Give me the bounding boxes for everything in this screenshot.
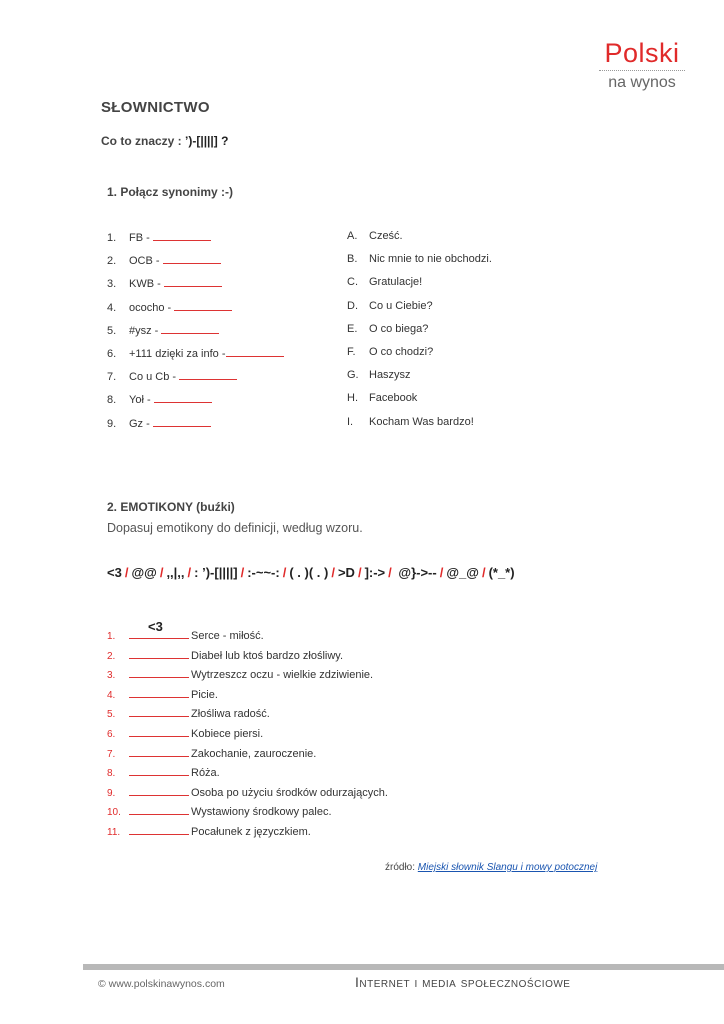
answer-blank[interactable] xyxy=(164,276,222,287)
answer-list xyxy=(347,230,492,439)
answer-text: Cześć. xyxy=(369,230,403,242)
emoticon-blank[interactable] xyxy=(129,804,189,815)
section1-title: 1. Połącz synonimy :-) xyxy=(107,185,234,199)
synonym-item xyxy=(107,346,284,369)
synonym-text: Yoł - xyxy=(129,394,154,407)
synonym-number: 9. xyxy=(107,417,117,430)
synonym-text: ococho - xyxy=(129,301,175,314)
definition-item xyxy=(107,706,388,726)
source xyxy=(385,862,597,873)
emoticon-separator: / xyxy=(357,565,362,580)
answer-item xyxy=(347,416,492,439)
footer-copyright: © www.polskinawynos.com xyxy=(98,978,225,990)
logo-main-text: Polski xyxy=(604,38,680,68)
answer-text: Haszysz xyxy=(369,369,411,382)
synonym-item xyxy=(107,323,284,346)
synonym-item xyxy=(107,230,284,253)
answer-letter: E. xyxy=(347,322,358,335)
answer-blank[interactable] xyxy=(174,300,232,311)
definition-text: Picie. xyxy=(191,688,218,701)
answer-letter: G. xyxy=(347,369,359,382)
synonym-item xyxy=(107,300,284,323)
definition-number: 11. xyxy=(107,826,121,838)
synonym-item xyxy=(107,276,284,299)
emoticon-separator: / xyxy=(439,565,444,580)
answer-item xyxy=(347,323,492,346)
answer-letter: H. xyxy=(347,392,358,405)
emoticon: @}->-- xyxy=(394,565,437,580)
source-link[interactable]: Miejski słownik Slangu i mowy potocznej xyxy=(417,862,598,873)
emoticon-separator: / xyxy=(388,565,392,580)
synonym-item xyxy=(107,253,284,276)
definition-item xyxy=(107,667,388,687)
emoticon: <3 xyxy=(107,565,122,580)
emoticon: :-~~-: xyxy=(247,565,280,580)
synonym-number: 7. xyxy=(107,371,117,384)
emoticon-separator: / xyxy=(124,565,129,580)
emoticon-blank[interactable] xyxy=(129,687,189,698)
synonym-text: Gz - xyxy=(129,417,153,430)
answer-text: O co chodzi? xyxy=(369,345,434,358)
definition-text: Osoba po użyciu środków odurzających. xyxy=(191,786,388,799)
definition-item xyxy=(107,746,388,766)
definition-item xyxy=(107,824,388,844)
definition-item xyxy=(107,726,388,746)
answer-letter: B. xyxy=(347,253,358,266)
emoticon-blank[interactable] xyxy=(129,824,189,835)
answer-blank[interactable] xyxy=(153,230,211,241)
answer-item xyxy=(347,369,492,392)
synonym-number: 2. xyxy=(107,255,117,268)
emoticon-separator: / xyxy=(187,565,192,580)
emoticon: (*_*) xyxy=(488,565,515,580)
emoticon-separator: / xyxy=(481,565,486,580)
synonym-text: #ysz - xyxy=(129,324,162,337)
emoticon-separator: / xyxy=(159,565,164,580)
logo-divider xyxy=(599,70,685,71)
synonym-number: 6. xyxy=(107,347,117,360)
definition-text: Wystawiony środkowy palec. xyxy=(191,806,332,819)
emoticon: : ’)-[||||] xyxy=(194,565,238,580)
example-answer: <3 xyxy=(148,619,163,634)
emoticon-blank[interactable] xyxy=(129,726,189,737)
definition-text: Serce - miłość. xyxy=(191,630,264,642)
definition-item xyxy=(107,765,388,785)
definition-text: Kobiece piersi. xyxy=(191,727,264,740)
answer-blank[interactable] xyxy=(179,369,237,380)
emoticon-blank[interactable] xyxy=(129,765,189,776)
synonym-text: +111 dzięki za info - xyxy=(129,347,226,360)
answer-letter: A. xyxy=(347,230,358,242)
answer-item xyxy=(347,230,492,253)
answer-item xyxy=(347,253,492,276)
definition-list xyxy=(107,628,388,844)
definition-number: 3. xyxy=(107,670,116,682)
definition-text: Diabeł lub ktoś bardzo złośliwy. xyxy=(191,649,344,662)
synonym-list xyxy=(107,230,284,439)
synonym-text: KWB - xyxy=(129,278,164,291)
answer-letter: D. xyxy=(347,299,358,312)
synonym-item xyxy=(107,392,284,415)
synonym-item xyxy=(107,416,284,439)
answer-letter: C. xyxy=(347,276,358,289)
emoticon-separator: / xyxy=(331,565,335,580)
section2-title: 2. EMOTIKONY (buźki) xyxy=(107,500,235,514)
definition-number: 1. xyxy=(107,631,116,642)
emoticon: @_@ xyxy=(446,565,479,580)
synonym-number: 4. xyxy=(107,301,117,314)
synonym-number: 5. xyxy=(107,324,117,337)
emoticon-blank[interactable] xyxy=(129,785,189,796)
emoticon-blank[interactable] xyxy=(129,706,189,717)
emoticon-blank[interactable] xyxy=(129,628,189,639)
definition-number: 8. xyxy=(107,768,116,780)
logo-sub-text: na wynos xyxy=(608,74,676,91)
answer-item xyxy=(347,276,492,299)
definition-item xyxy=(107,804,388,824)
definition-item xyxy=(107,687,388,707)
source-label: źródło: xyxy=(385,862,418,873)
definition-number: 10. xyxy=(107,807,121,819)
synonym-number: 8. xyxy=(107,394,117,407)
definition-text: Zakochanie, zauroczenie. xyxy=(191,747,317,760)
synonym-number: 3. xyxy=(107,278,117,291)
answer-text: O co biega? xyxy=(369,322,429,335)
answer-text: Nic mnie to nie obchodzi. xyxy=(369,253,492,266)
page-title: SŁOWNICTWO xyxy=(101,99,210,116)
definition-number: 7. xyxy=(107,748,116,760)
definition-number: 6. xyxy=(107,728,116,740)
definition-text: Pocałunek z języczkiem. xyxy=(191,825,311,838)
emoticon-separator: / xyxy=(240,565,245,580)
emoticon-blank[interactable] xyxy=(129,648,189,659)
question-code: ’)-[||||] ? xyxy=(185,134,229,148)
emoticon-bank xyxy=(107,565,515,580)
question-prefix: Co to znaczy : xyxy=(101,134,186,148)
answer-blank[interactable] xyxy=(153,416,211,427)
definition-number: 5. xyxy=(107,709,116,721)
emoticon-blank[interactable] xyxy=(129,667,189,678)
emoticon-blank[interactable] xyxy=(129,746,189,757)
emoticon-separator: / xyxy=(282,565,287,580)
synonym-text: Co u Cb - xyxy=(129,371,180,384)
question xyxy=(101,134,228,148)
answer-text: Kocham Was bardzo! xyxy=(369,415,474,428)
definition-text: Róża. xyxy=(191,767,220,780)
answer-letter: F. xyxy=(347,345,356,358)
definition-number: 2. xyxy=(107,650,116,662)
definition-text: Złośliwa radość. xyxy=(191,708,270,721)
answer-letter: I. xyxy=(347,415,354,428)
answer-text: Co u Ciebie? xyxy=(369,299,433,312)
definition-text: Wytrzeszcz oczu - wielkie zdziwienie. xyxy=(191,669,374,682)
answer-text: Facebook xyxy=(369,392,418,405)
definition-number: 4. xyxy=(107,689,116,701)
section2-instruction: Dopasuj emotikony do definicji, według wzoru. xyxy=(107,521,363,535)
definition-item xyxy=(107,648,388,668)
emoticon: ,,|,, xyxy=(166,565,185,580)
footer-bar xyxy=(83,964,724,970)
answer-item xyxy=(347,392,492,415)
answer-blank[interactable] xyxy=(154,392,212,403)
synonym-text: OCB - xyxy=(129,255,163,268)
answer-item xyxy=(347,300,492,323)
answer-text: Gratulacje! xyxy=(369,276,423,289)
answer-blank[interactable] xyxy=(163,253,221,264)
synonym-text: FB - xyxy=(129,232,153,244)
synonym-number: 1. xyxy=(107,232,117,244)
emoticon: >D xyxy=(337,565,355,580)
definition-number: 9. xyxy=(107,787,116,799)
footer-title: Internet i media społecznościowe xyxy=(355,974,571,990)
answer-item xyxy=(347,346,492,369)
emoticon: ]:-> xyxy=(364,565,386,580)
synonym-item xyxy=(107,369,284,392)
definition-item xyxy=(107,785,388,805)
answer-blank[interactable] xyxy=(226,346,284,357)
emoticon: ( . )( . ) xyxy=(289,565,329,580)
logo xyxy=(594,38,690,93)
answer-blank[interactable] xyxy=(161,323,219,334)
emoticon: @@ xyxy=(131,565,157,580)
definition-item xyxy=(107,628,388,648)
